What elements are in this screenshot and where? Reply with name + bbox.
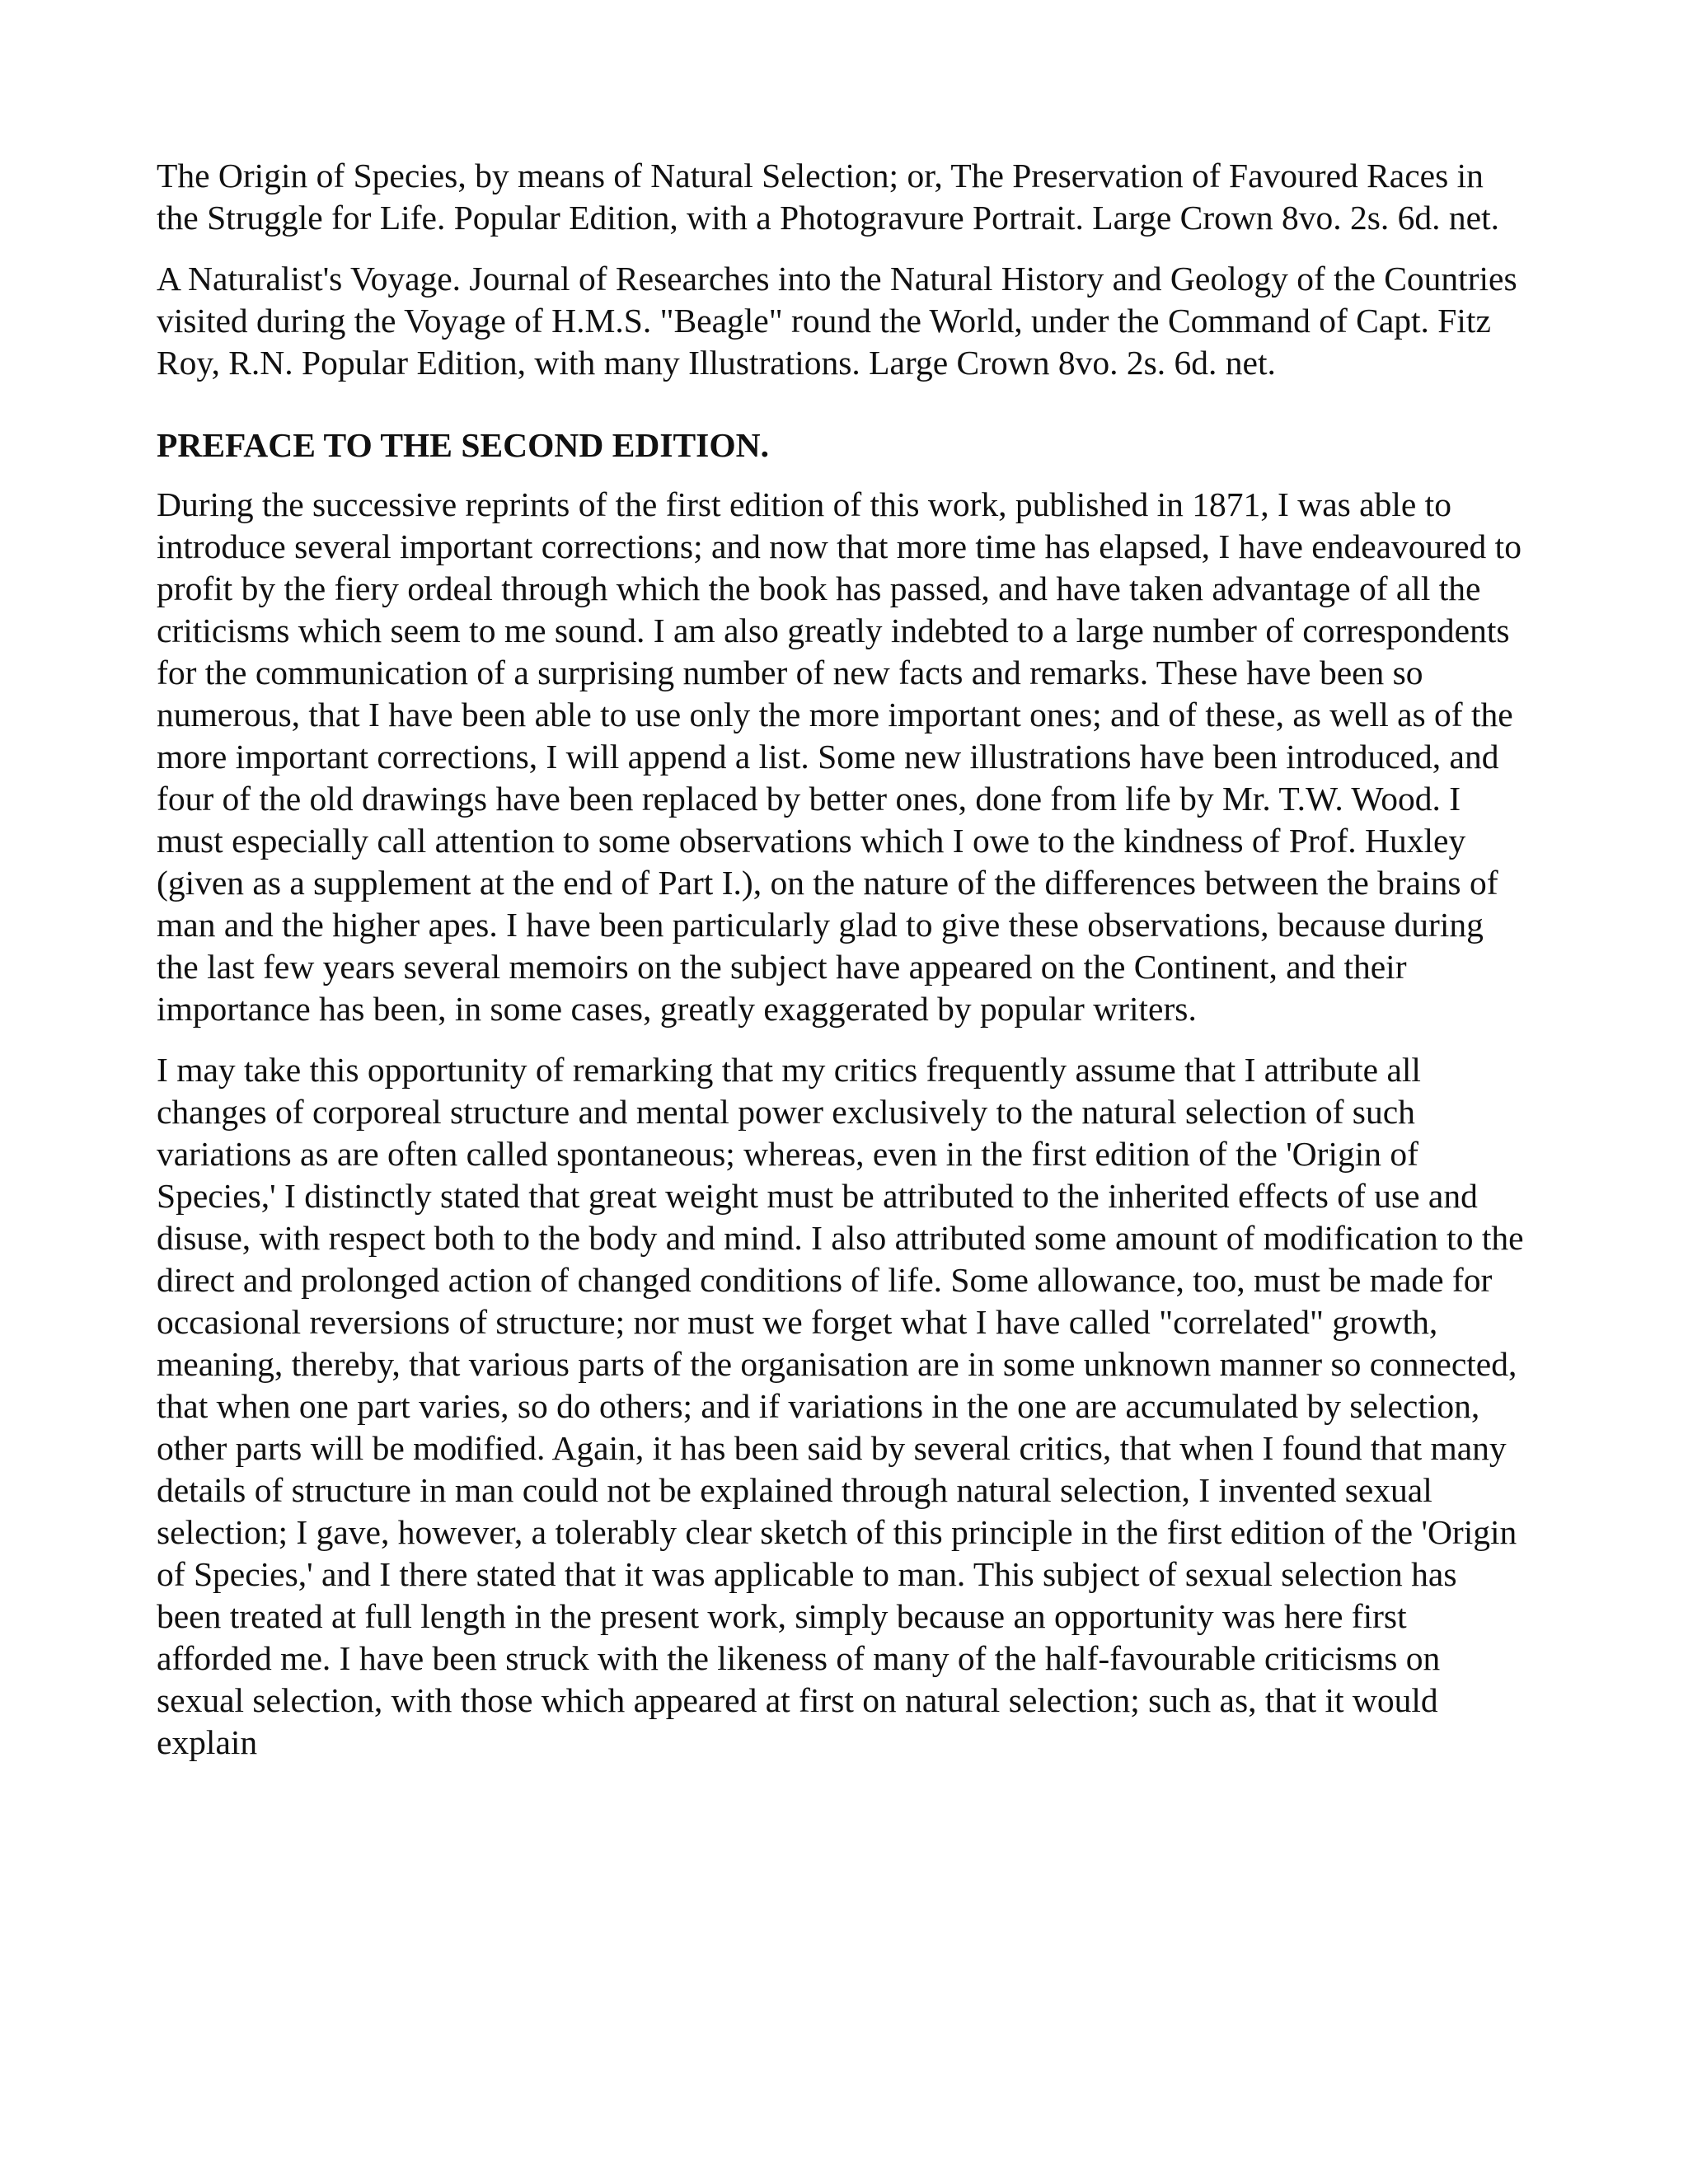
preface-paragraph-1: During the successive reprints of the first edition of this work, published in 1871, I was able to introduce several important corrections; and now that more time has elapsed, I have endeavoured to profit by the fiery ordeal through which the book has passed, and have taken advantage of all the criticisms which seem to me sound. I am also greatly indebted to a large number of correspondents for the communication of a surprising number of new facts and remarks. These have been so numerous, that I have been able to use only the more important ones; and of these, as well as of the more important corrections, I will append a list. Some new illustrations have been introduced, and four of the old drawings have been replaced by better ones, done from life by Mr. T.W. Wood. I must especially call attention to some observations which I owe to the kindness of Prof. Huxley (given as a supplement at the end of Part I.), on the nature of the differences between the brains of man and the higher apes. I have been particularly glad to give these observations, because during the last few years several memoirs on the subject have appeared on the Continent, and their importance has been, in some cases, greatly exaggerated by popular writers. bbox=[157, 485, 1522, 1028]
preface-paragraph-2: I may take this opportunity of remarking that my critics frequently assume that I attribute all changes of corporeal structure and mental power exclusively to the natural selection of such variations as are often called spontaneous; whereas, even in the first edition of the 'Origin of Species,' I distinctly stated that great weight must be attributed to the inherited effects of use and disuse, with respect both to the body and mind. I also attributed some amount of modification to the direct and prolonged action of changed conditions of life. Some allowance, too, must be made for occasional reversions of structure; nor must we forget what I have called "correlated" growth, meaning, thereby, that various parts of the organisation are in some unknown manner so connected, that when one part varies, so do others; and if variations in the one are accumulated by selection, other parts will be modified. Again, it has been said by several critics, that when I found that many details of structure in man could not be explained through natural selection, I invented sexual selection; I gave, however, a tolerably clear sketch of this principle in the first edition of the 'Origin of Species,' and I there stated that it was applicable to man. This subject of sexual selection has been treated at full length in the present work, simply because an opportunity was here first afforded me. I have been struck with the likeness of many of the half-favourable criticisms on sexual selection, with those which appeared at first on natural selection; such as, that it would explain bbox=[157, 1051, 1524, 1761]
document-page bbox=[157, 155, 1525, 1783]
ad-origin-of-species: The Origin of Species, by means of Natural Selection; or, The Preservation of Favoured Races in the Struggle for Life. Popular Edition, with a Photogravure Portrait. Large Crown 8vo. 2s. 6d. net. bbox=[157, 157, 1499, 237]
ad-naturalists-voyage: A Naturalist's Voyage. Journal of Researches into the Natural History and Geology of the Countries visited during the Voyage of H.M.S. "Beagle" round the World, under the Command of Capt. Fitz Roy, R.N. Popular Edition, with many Illustrations. Large Crown 8vo. 2s. 6d. net. bbox=[157, 260, 1517, 382]
preface-heading: PREFACE TO THE SECOND EDITION. bbox=[157, 426, 769, 464]
